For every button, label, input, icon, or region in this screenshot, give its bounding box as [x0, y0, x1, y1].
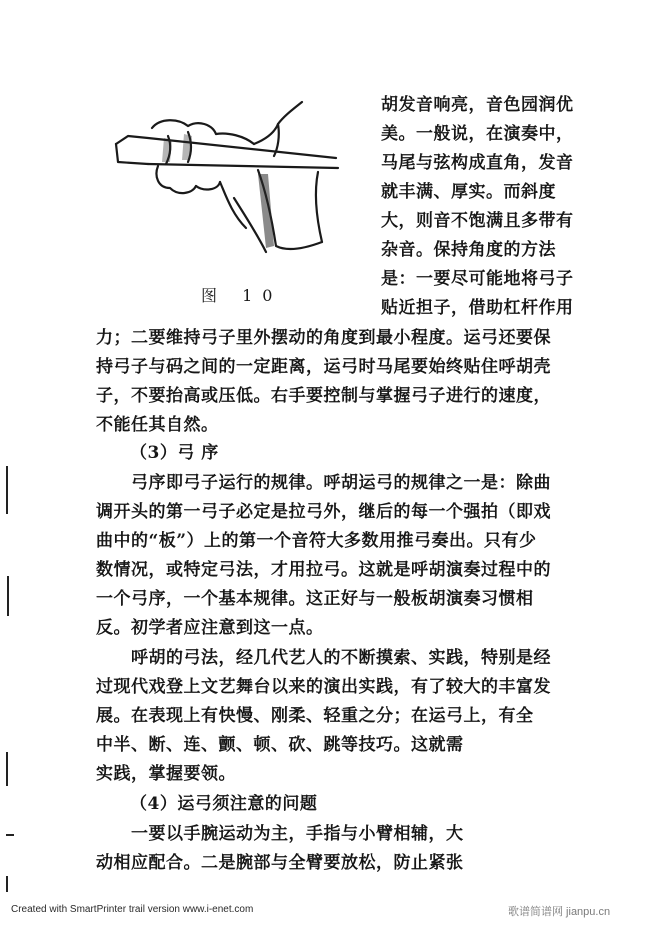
- figure-caption: 图 10: [201, 286, 283, 305]
- text-line: 力；二要维持弓子里外摆动的角度到最小程度。运弓还要保: [96, 328, 551, 348]
- text-line: 展。在表现上有快慢、刚柔、轻重之分；在运弓上，有全: [96, 706, 534, 726]
- text-line: 动相应配合。二是腕部与全臂要放松，防止紧张: [96, 853, 464, 873]
- scan-edge-mark: [6, 834, 14, 836]
- hand-holding-bow-illustration: [108, 96, 344, 266]
- text-line: 贴近担子，借助杠杆作用: [381, 298, 574, 318]
- text-line: 马尾与弦构成直角，发音: [381, 153, 574, 173]
- text-line: 弓序即弓子运行的规律。呼胡运弓的规律之一是：除曲: [131, 473, 551, 493]
- text-line: 一个弓序，一个基本规律。这正好与一般板胡演奏习惯相: [96, 589, 534, 609]
- text-line: 数情况，或特定弓法，才用拉弓。这就是呼胡演奏过程中的: [96, 560, 551, 580]
- text-line: 中半、断、连、颤、顿、砍、跳等技巧。这就需: [96, 735, 464, 755]
- text-line: 调开头的第一弓子必定是拉弓外，继后的每一个强拍（即戏: [96, 502, 551, 522]
- text-line: 美。一般说，在演奏中，: [381, 124, 574, 144]
- site-watermark: 歌谱简谱网 jianpu.cn: [508, 906, 611, 918]
- text-line: 子，不要抬高或压低。右手要控制与掌握弓子进行的速度，: [96, 386, 551, 406]
- section-heading: （4）运弓须注意的问题: [130, 794, 318, 814]
- section-heading: （3）弓 序: [130, 443, 219, 463]
- text-line: 反。初学者应注意到这一点。: [96, 618, 324, 638]
- text-line: 呼胡的弓法，经几代艺人的不断摸索、实践，特别是经: [131, 648, 551, 668]
- scan-edge-mark: [6, 876, 8, 892]
- text-line: 胡发音响亮，音色园润优: [381, 95, 574, 115]
- scan-edge-mark: [6, 752, 8, 786]
- text-line: 是：一要尽可能地将弓子: [381, 269, 574, 289]
- watermark-text: Created with SmartPrinter trail version www.i-enet.com: [11, 904, 254, 915]
- text-line: 过现代戏登上文艺舞台以来的演出实践，有了较大的丰富发: [96, 677, 551, 697]
- text-line: 就丰满、厚实。而斜度: [381, 182, 556, 202]
- text-line: 大，则音不饱满且多带有: [381, 211, 574, 231]
- text-line: 一要以手腕运动为主，手指与小臂相辅，大: [131, 824, 464, 844]
- text-line: 曲中的“板”）上的第一个音符大多数用推弓奏出。只有少: [96, 531, 537, 551]
- scan-edge-mark: [7, 576, 9, 616]
- text-line: 杂音。保持角度的方法: [381, 240, 556, 260]
- text-line: 实践，掌握要领。: [96, 764, 236, 784]
- text-line: 持弓子与码之间的一定距离，运弓时马尾要始终贴住呼胡壳: [96, 357, 551, 377]
- text-line: 不能任其自然。: [96, 415, 219, 435]
- scan-edge-mark: [6, 466, 8, 514]
